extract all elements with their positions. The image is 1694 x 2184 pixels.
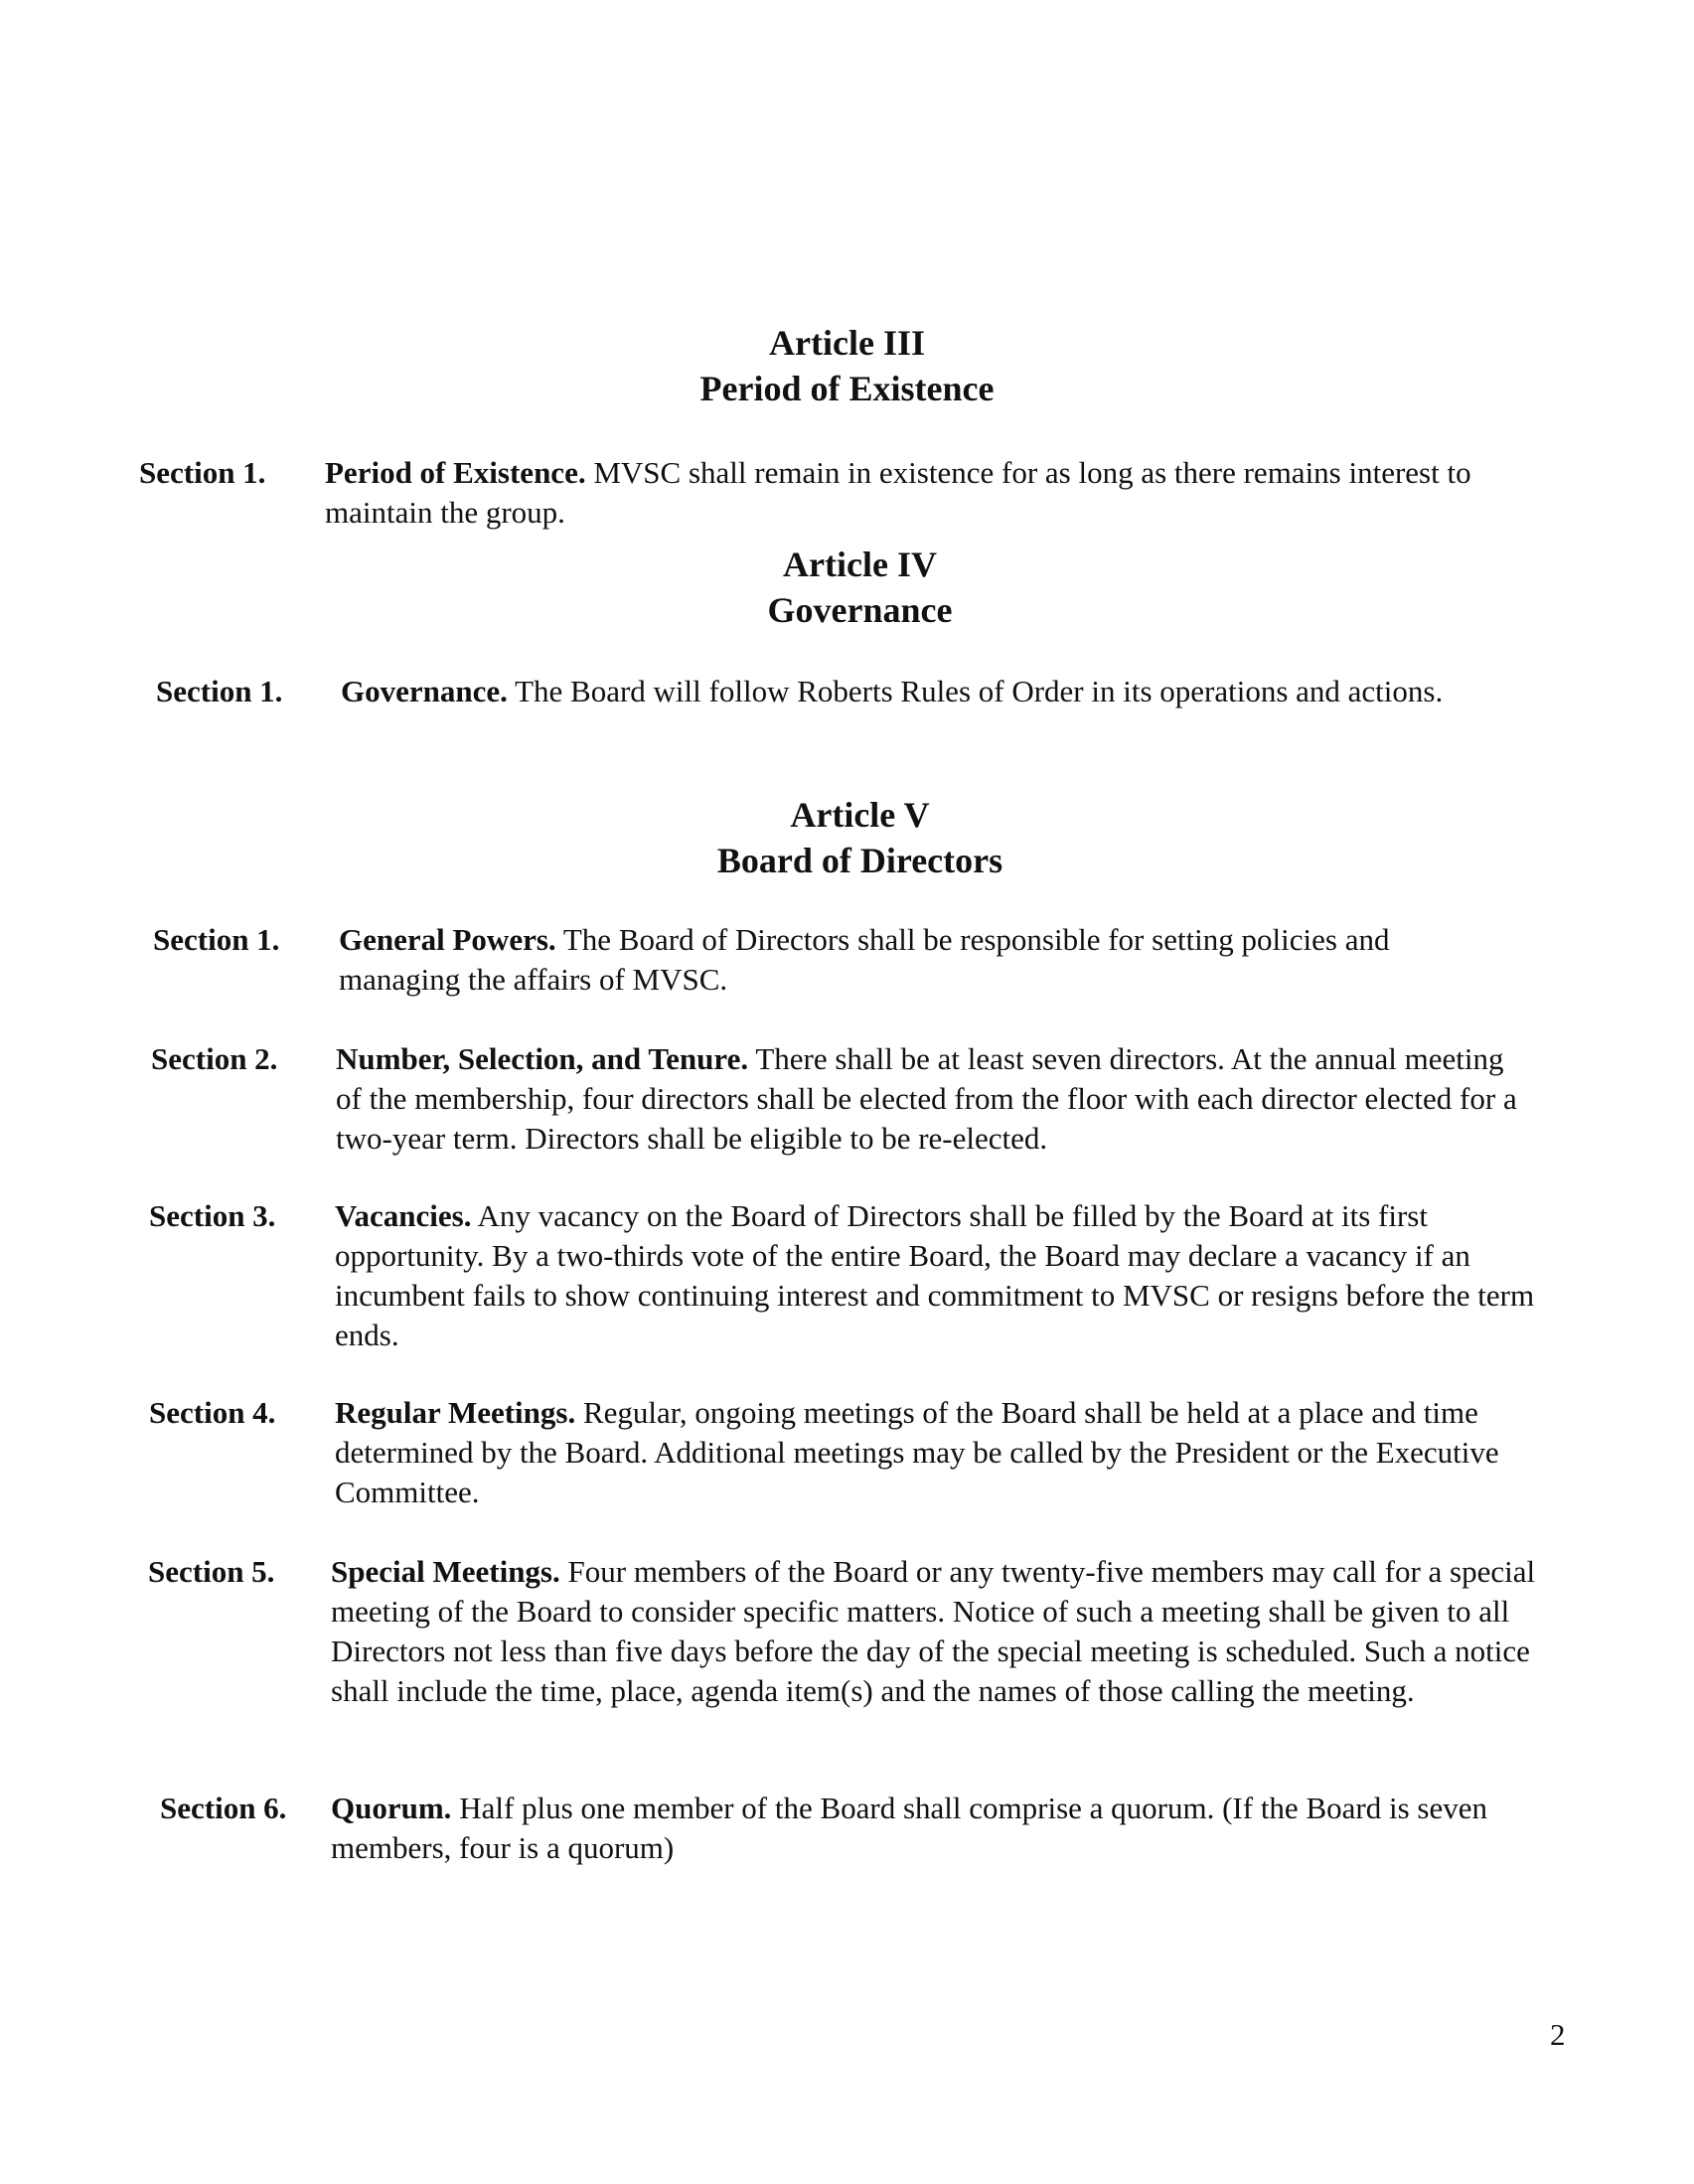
section-label: Section 1.: [139, 455, 266, 490]
section-label: Section 1.: [153, 922, 280, 957]
section-label: Section 2.: [151, 1041, 278, 1076]
section-title: General Powers.: [339, 922, 556, 957]
article-title: Period of Existence: [699, 369, 995, 408]
section-text: Any vacancy on the Board of Directors shall be filled by the Board at its first opportunity. By a two-thirds vote of the entire Board, the Board may declare a vacancy if an incumbent fails to show continuing interest and commitment to MVSC or resigns before the term ends.: [335, 1198, 1535, 1352]
page-number: 2: [1550, 2017, 1566, 2052]
article-v-heading: [13, 792, 1694, 883]
section-text: The Board of Directors shall be responsible for setting policies and managing the affairs of MVSC.: [339, 922, 1390, 997]
article-number: Article III: [769, 323, 925, 363]
section-label: Section 5.: [148, 1554, 275, 1589]
section-body: [341, 672, 1444, 711]
section-text: Half plus one member of the Board shall comprise a quorum. (If the Board is seven members, four is a quorum): [331, 1791, 1487, 1865]
section-body: [335, 1393, 1522, 1512]
article-number: Article V: [790, 795, 930, 835]
section-label: Section 4.: [149, 1395, 276, 1430]
section-title: Period of Existence.: [325, 455, 586, 490]
section-body: [336, 1039, 1528, 1159]
section-text: MVSC shall remain in existence for as long as there remains interest to maintain the group.: [325, 455, 1471, 530]
article-title: Governance: [767, 590, 953, 630]
section-body: [325, 453, 1517, 533]
section-body: [331, 1552, 1568, 1711]
section-title: Quorum.: [331, 1791, 452, 1825]
section-body: [339, 920, 1442, 1000]
section-title: Number, Selection, and Tenure.: [336, 1041, 749, 1076]
section-title: Special Meetings.: [331, 1554, 560, 1589]
section-text: Regular, ongoing meetings of the Board shall be held at a place and time determined by the Board. Additional meetings may be called by the President or the Executive Committee.: [335, 1395, 1499, 1509]
article-number: Article IV: [783, 545, 937, 584]
section-body: [331, 1789, 1518, 1868]
article-iii-heading: [0, 320, 1694, 411]
section-body: [335, 1196, 1552, 1355]
section-text: There shall be at least seven directors. At the annual meeting of the membership, four directors shall be elected from the floor with each director elected for a two-year term. Directors shall be eligible to be re-elected.: [336, 1041, 1517, 1156]
section-text: The Board will follow Roberts Rules of Order in its operations and actions.: [515, 674, 1444, 708]
section-label: Section 6.: [160, 1791, 287, 1825]
section-text: Four members of the Board or any twenty-five members may call for a special meeting of the Board to consider specific matters. Notice of such a meeting shall be given to all Directors not less than five days before the day of the special meeting is scheduled. Such a notice shall include the time, place, agenda item(s) and the names of those calling the meeting.: [331, 1554, 1536, 1708]
section-title: Regular Meetings.: [335, 1395, 576, 1430]
section-title: Vacancies.: [335, 1198, 472, 1233]
article-iv-heading: [13, 542, 1694, 633]
section-label: Section 3.: [149, 1198, 276, 1233]
section-title: Governance.: [341, 674, 508, 708]
article-title: Board of Directors: [716, 841, 1003, 880]
section-label: Section 1.: [156, 674, 283, 708]
